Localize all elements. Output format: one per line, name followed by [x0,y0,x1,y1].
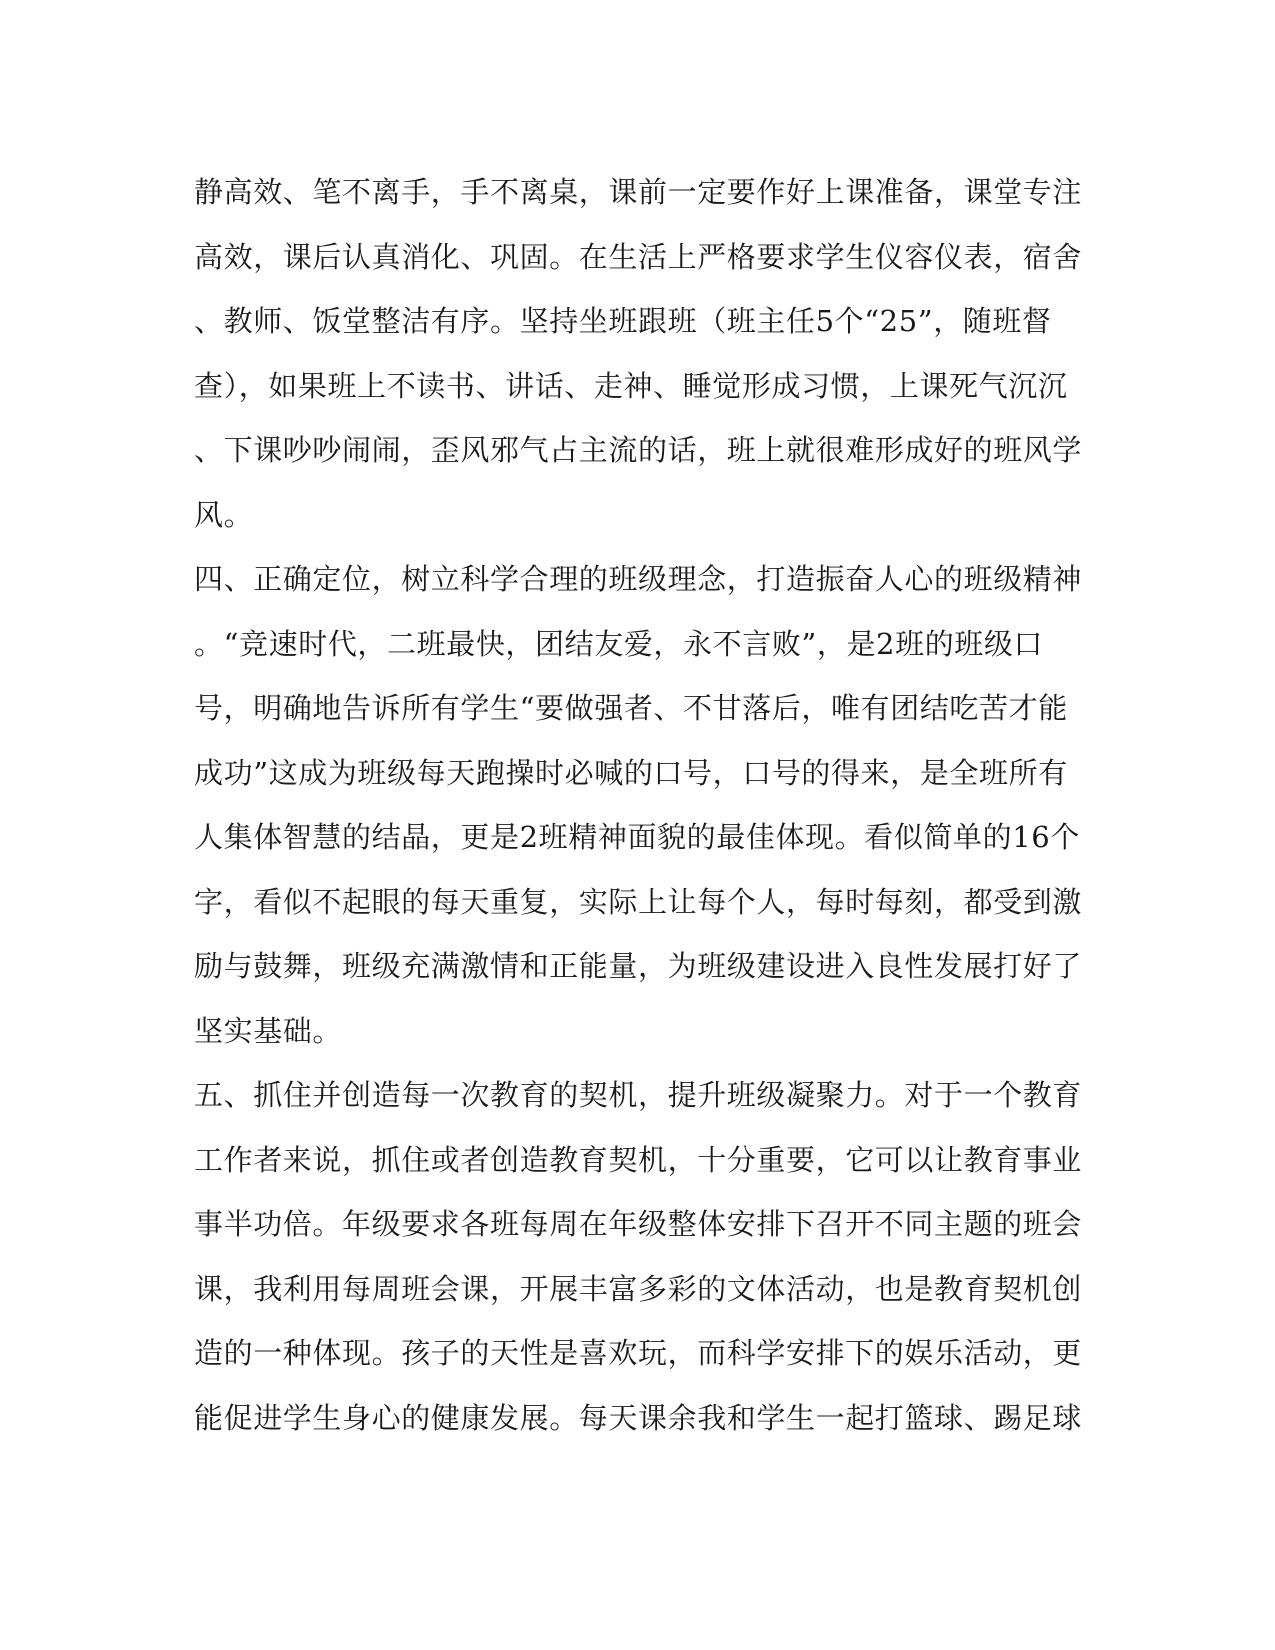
text-line: 号，明确地告诉所有学生“要做强者、不甘落后，唯有团结吃苦才能 [194,691,1068,725]
text-line: 工作者来说，抓住或者创造教育契机，十分重要，它可以让教育事业 [194,1142,1083,1177]
text-line: 查），如果班上不读书、讲话、走神、睡觉形成习惯，上课死气沉沉 [194,368,1068,403]
text-line: 、下课吵吵闹闹，歪风邪气占主流的话，班上就很难形成好的班风学 [194,433,1083,467]
text-line: 造的一种体现。孩子的天性是喜欢玩，而科学安排下的娱乐活动，更 [194,1336,1083,1370]
text-line: 风。 [194,497,254,532]
text-line: 字，看似不起眼的每天重复，实际上让每个人，每时每刻，都受到激 [194,884,1083,919]
text-line: 励与鼓舞，班级充满激情和正能量，为班级建设进入良性发展打好了 [194,949,1083,983]
text-line: 坚实基础。 [194,1013,343,1048]
text-line: 、教师、饭堂整洁有序。坚持坐班跟班（班主任5个“25”，随班督 [194,304,1052,338]
text-line: 事半功倍。年级要求各班每周在年级整体安排下召开不同主题的班会 [194,1207,1083,1241]
text-line: 成功”这成为班级每天跑操时必喊的口号，口号的得来，是全班所有 [194,755,1068,790]
text-line: 五、抓住并创造每一次教育的契机，提升班级凝聚力。对于一个教育 [194,1078,1083,1112]
text-line: 静高效、笔不离手，手不离桌，课前一定要作好上课准备，课堂专注 [194,175,1083,209]
text-line: 高效，课后认真消化、巩固。在生活上严格要求学生仪容仪表，宿舍 [194,239,1083,274]
text-line: 课，我利用每周班会课，开展丰富多彩的文体活动，也是教育契机创 [194,1271,1083,1306]
text-line: 四、正确定位，树立科学合理的班级理念，打造振奋人心的班级精神 [194,562,1083,596]
text-line: 人集体智慧的结晶，更是2班精神面貌的最佳体现。看似简单的16个 [194,820,1080,854]
text-line: 能促进学生身心的健康发展。每天课余我和学生一起打篮球、踢足球 [194,1400,1083,1435]
body-text [194,160,1083,1450]
text-line: 。“竞速时代，二班最快，团结友爱，永不言败”，是2班的班级口 [194,626,1044,661]
